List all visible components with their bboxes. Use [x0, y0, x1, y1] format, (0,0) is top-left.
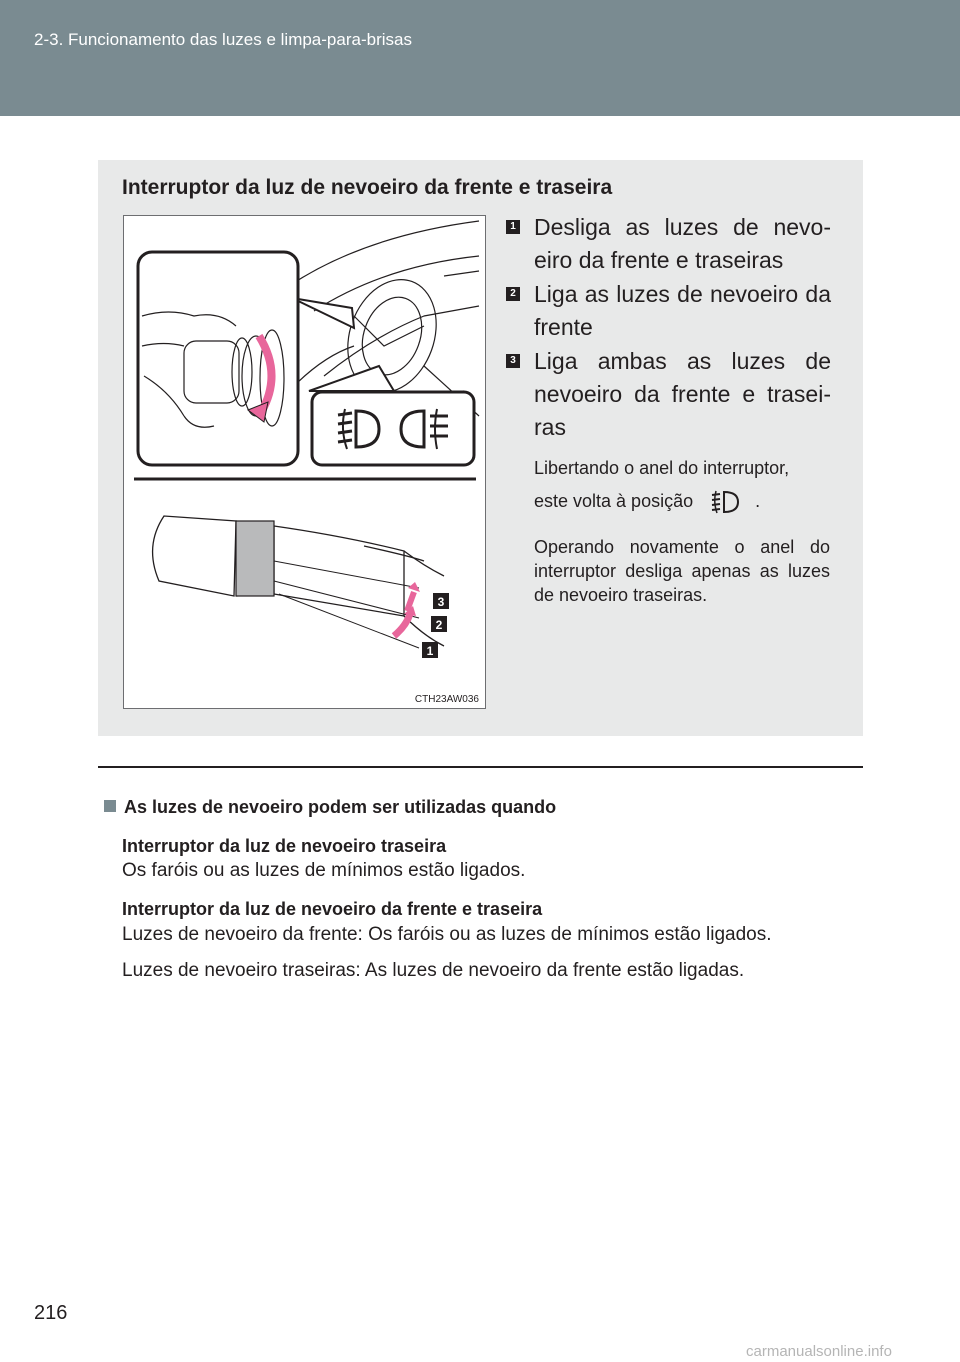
step-2-text: Liga as luzes de nevoeiro da frente: [534, 281, 831, 340]
section-bullet-icon: [104, 800, 116, 812]
page-number: 216: [34, 1302, 68, 1324]
front-fog-light-icon: [704, 488, 744, 516]
note1-line2-end: .: [755, 490, 761, 511]
callout-3: 3: [437, 595, 445, 609]
sub2-title: Interruptor da luz de nevoeiro da frente e traseira: [122, 899, 543, 919]
note-operate-again: Operando novamente o anel do interruptor desliga apenas as luzes de nevoeiro traseiras.: [534, 537, 830, 605]
sub2-text1: Luzes de nevoeiro da frente: Os faróis ou as luzes de mínimos estão ligados.: [122, 924, 772, 945]
step-1-number: 1: [506, 220, 520, 234]
note1-line2-start: este volta à posição: [534, 490, 694, 511]
step-1-text: Desliga as luzes de nevo-eiro da frente e traseiras: [534, 214, 831, 273]
sub1-text: Os faróis ou as luzes de mínimos estão ligados.: [122, 860, 526, 881]
step-1: [506, 211, 831, 277]
step-3: [506, 345, 831, 444]
page-header: [0, 0, 960, 116]
step-3-number: 3: [506, 354, 520, 368]
step-3-text: Liga ambas as luzes de nevoeiro da frente e trasei-ras: [534, 348, 831, 440]
figure-illustration: [124, 216, 486, 709]
section-heading-text: As luzes de nevoeiro podem ser utilizadas quando: [124, 797, 557, 817]
panel-title: Interruptor da luz de nevoeiro da frente e traseira: [122, 176, 613, 199]
chapter-title: 2-3. Funcionamento das luzes e limpa-para-brisas: [34, 30, 412, 49]
note-release-ring: [534, 456, 830, 516]
step-2-number: 2: [506, 287, 520, 301]
section-heading: [104, 797, 556, 818]
callout-2: 2: [435, 618, 443, 632]
section-divider: [98, 766, 863, 768]
note1-line2: [534, 488, 830, 516]
fog-light-switch-figure: [123, 215, 486, 709]
sub2-text2: Luzes de nevoeiro traseiras: As luzes de nevoeiro da frente estão ligadas.: [122, 960, 745, 981]
watermark: carmanualsonline.info: [746, 1343, 892, 1360]
note1-line1: Libertando o anel do interruptor,: [534, 458, 790, 478]
sub1-title: Interruptor da luz de nevoeiro traseira: [122, 836, 447, 856]
figure-code: CTH23AW036: [414, 694, 479, 705]
callout-1: 1: [426, 644, 434, 658]
step-2: [506, 278, 831, 344]
